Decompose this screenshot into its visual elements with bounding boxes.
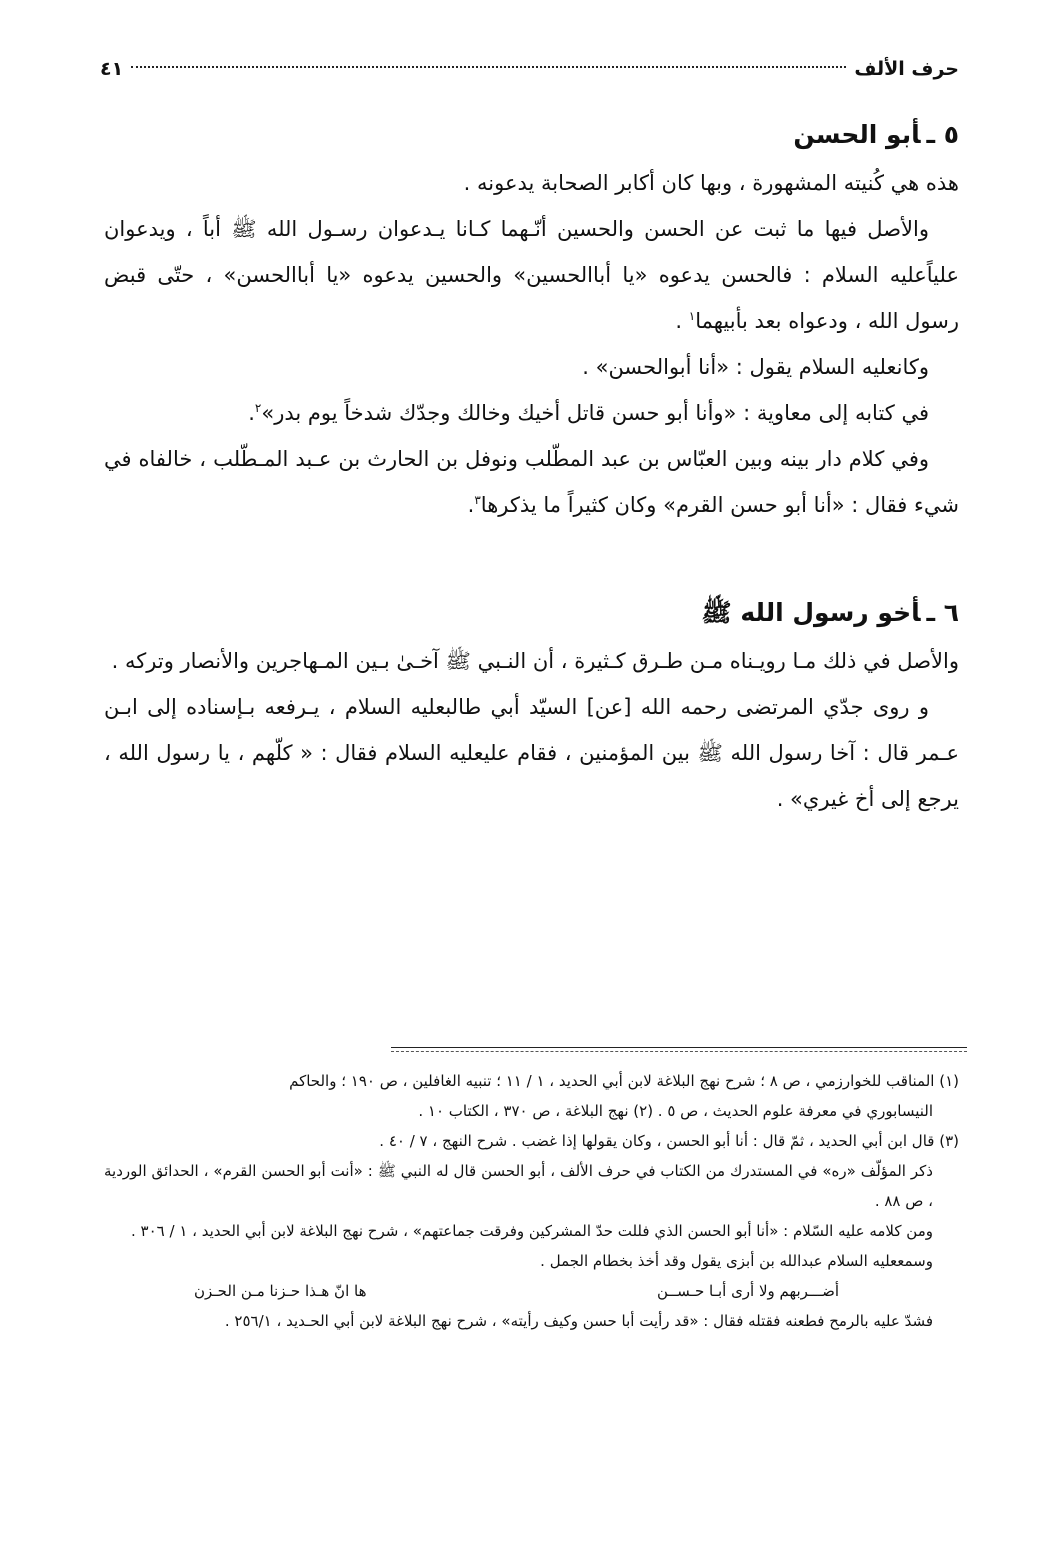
main-text	[104, 110, 959, 822]
verse-hemistich-right: أضـــربهم ولا أرى أبـا حـســن	[656, 1282, 839, 1300]
footnote: (٣) قال ابن أبي الحديد ، ثمّ قال : أنا أبو الحسن ، وكان يقولها إذا غضب . شرح النهج ، ٧ / ٤٠ .	[379, 1132, 959, 1150]
poem-verse	[104, 1276, 959, 1306]
footnote-divider	[391, 1047, 967, 1048]
footnote: ذكر المؤلّف «ره» في المستدرك من الكتاب في حرف الألف ، أبو الحسن قال له النبي ﷺ : «أنت أبو الحسن القرم» ، الحدائق الوردية ، ص ٨٨ .	[104, 1162, 933, 1210]
running-title: حرف الألف	[854, 58, 959, 80]
footnote: (١) المناقب للخوارزمي ، ص ٨ ؛ شرح نهج البلاغة لابن أبي الحديد ، ١ / ١١ ؛ تنبيه الغافلين ، ص ١٩٠ ؛ والحاكم	[289, 1072, 959, 1090]
verse-hemistich-left: ها انّ هـذا حـزنا مـن الحـزن	[194, 1282, 367, 1300]
section-gap	[104, 528, 959, 588]
footnote-mark[interactable]: ٣	[474, 493, 481, 507]
footnote-mark[interactable]: ١	[688, 309, 696, 323]
paragraph: في كتابه إلى معاوية : «وأنا أبو حسن قاتل أخيك وخالك وجدّك شدخاً يوم بدر»$^٢$.	[248, 401, 929, 425]
paragraph: والأصل فيها ما ثبت عن الحسن والحسين أنّـهما كـانا يـدعوان رسـول الله ﷺ أباً ، ويدعوان علياًعليه السلام : فالحسن يدعوه «يا أباالحسين» والحسين يدعوه «يا أباالحسن» ، حتّى قبض رسول الله ، ودعواه بعد بأبيهما$^١$ .	[104, 217, 959, 333]
footnotes	[104, 1066, 959, 1336]
section-heading	[104, 588, 959, 638]
footnote: وسمععليه السلام عبدالله بن أبزى يقول وقد أخذ بخطام الجمل .	[540, 1252, 933, 1270]
footnote-mark[interactable]: ٢	[254, 401, 262, 415]
leader-dots	[131, 65, 846, 68]
paragraph-text: وفي كلام دار بينه وبين العبّاس بن عبد المطّلب ونوفل بن الحارث بن عـبد المـطّلب ، خالفاه في شيء فقال : «أنا أبو حسن القرم» وكان كثيراً ما يذكرها	[104, 447, 959, 517]
paragraph: هذه هي كُنيته المشهورة ، وبها كان أكابر الصحابة يدعونه .	[463, 171, 959, 195]
section-number: ٥ ـ	[926, 120, 959, 149]
section-number: ٦ ـ	[926, 598, 959, 627]
footnote-divider-dashed	[391, 1051, 967, 1052]
section-title: أخو رسول الله ﷺ	[701, 598, 921, 627]
footnote: النيسابوري في معرفة علوم الحديث ، ص ٥ . (٢) نهج البلاغة ، ص ٣٧٠ ، الكتاب ١٠ .	[418, 1102, 933, 1120]
paragraph: و روى جدّي المرتضى رحمه الله [عن] السيّد أبي طالبعليه السلام ، يـرفعه بـإسناده إلى ابـن عـمر قال : آخا رسول الله ﷺ بين المؤمنين ، فقام عليعليه السلام فقال : « كلّهم ، يا رسول الله ، يرجع إلى أخ غيري» .	[104, 695, 959, 811]
footnote: ومن كلامه عليه السّلام : «أنا أبو الحسن الذي فللت حدّ المشركين وفرقت جماعتهم» ، شرح نهج البلاغة لابن أبي الحديد ، ١ / ٣٠٦ .	[131, 1222, 933, 1240]
paragraph: وكانعليه السلام يقول : «أنا أبوالحسن» .	[582, 355, 929, 379]
footnote: فشدّ عليه بالرمح فطعنه فقتله فقال : «قد رأيت أبا حسن وكيف رأيته» ، شرح نهج البلاغة لابن أبي الحـديد ، ٢٥٦/١ .	[224, 1312, 933, 1330]
section-title: أبو الحسن	[793, 120, 921, 149]
paragraph-text: والأصل فيها ما ثبت عن الحسن والحسين أنّـهما كـانا يـدعوان رسـول الله ﷺ أباً ، ويدعوان علياًعليه السلام : فالحسن يدعوه «يا أباالحسين» والحسين يدعوه «يا أباالحسن» ، حتّى قبض رسول الله ، ودعواه بعد بأبيهما	[104, 217, 959, 333]
paragraph-text: في كتابه إلى معاوية : «وأنا أبو حسن قاتل أخيك وخالك وجدّك شدخاً يوم بدر»	[261, 401, 929, 425]
running-header	[100, 52, 959, 86]
paragraph: وفي كلام دار بينه وبين العبّاس بن عبد المطّلب ونوفل بن الحارث بن عـبد المـطّلب ، خالفاه في شيء فقال : «أنا أبو حسن القرم» وكان كثيراً ما يذكرها$^٣$.	[104, 447, 959, 517]
page-number: ٤١	[100, 58, 124, 80]
paragraph: والأصل في ذلك مـا رويـناه مـن طـرق كـثيرة ، أن النـبي ﷺ آخـىٰ بـين المـهاجرين والأنصار وتركه .	[111, 649, 959, 673]
section-heading	[104, 110, 959, 160]
